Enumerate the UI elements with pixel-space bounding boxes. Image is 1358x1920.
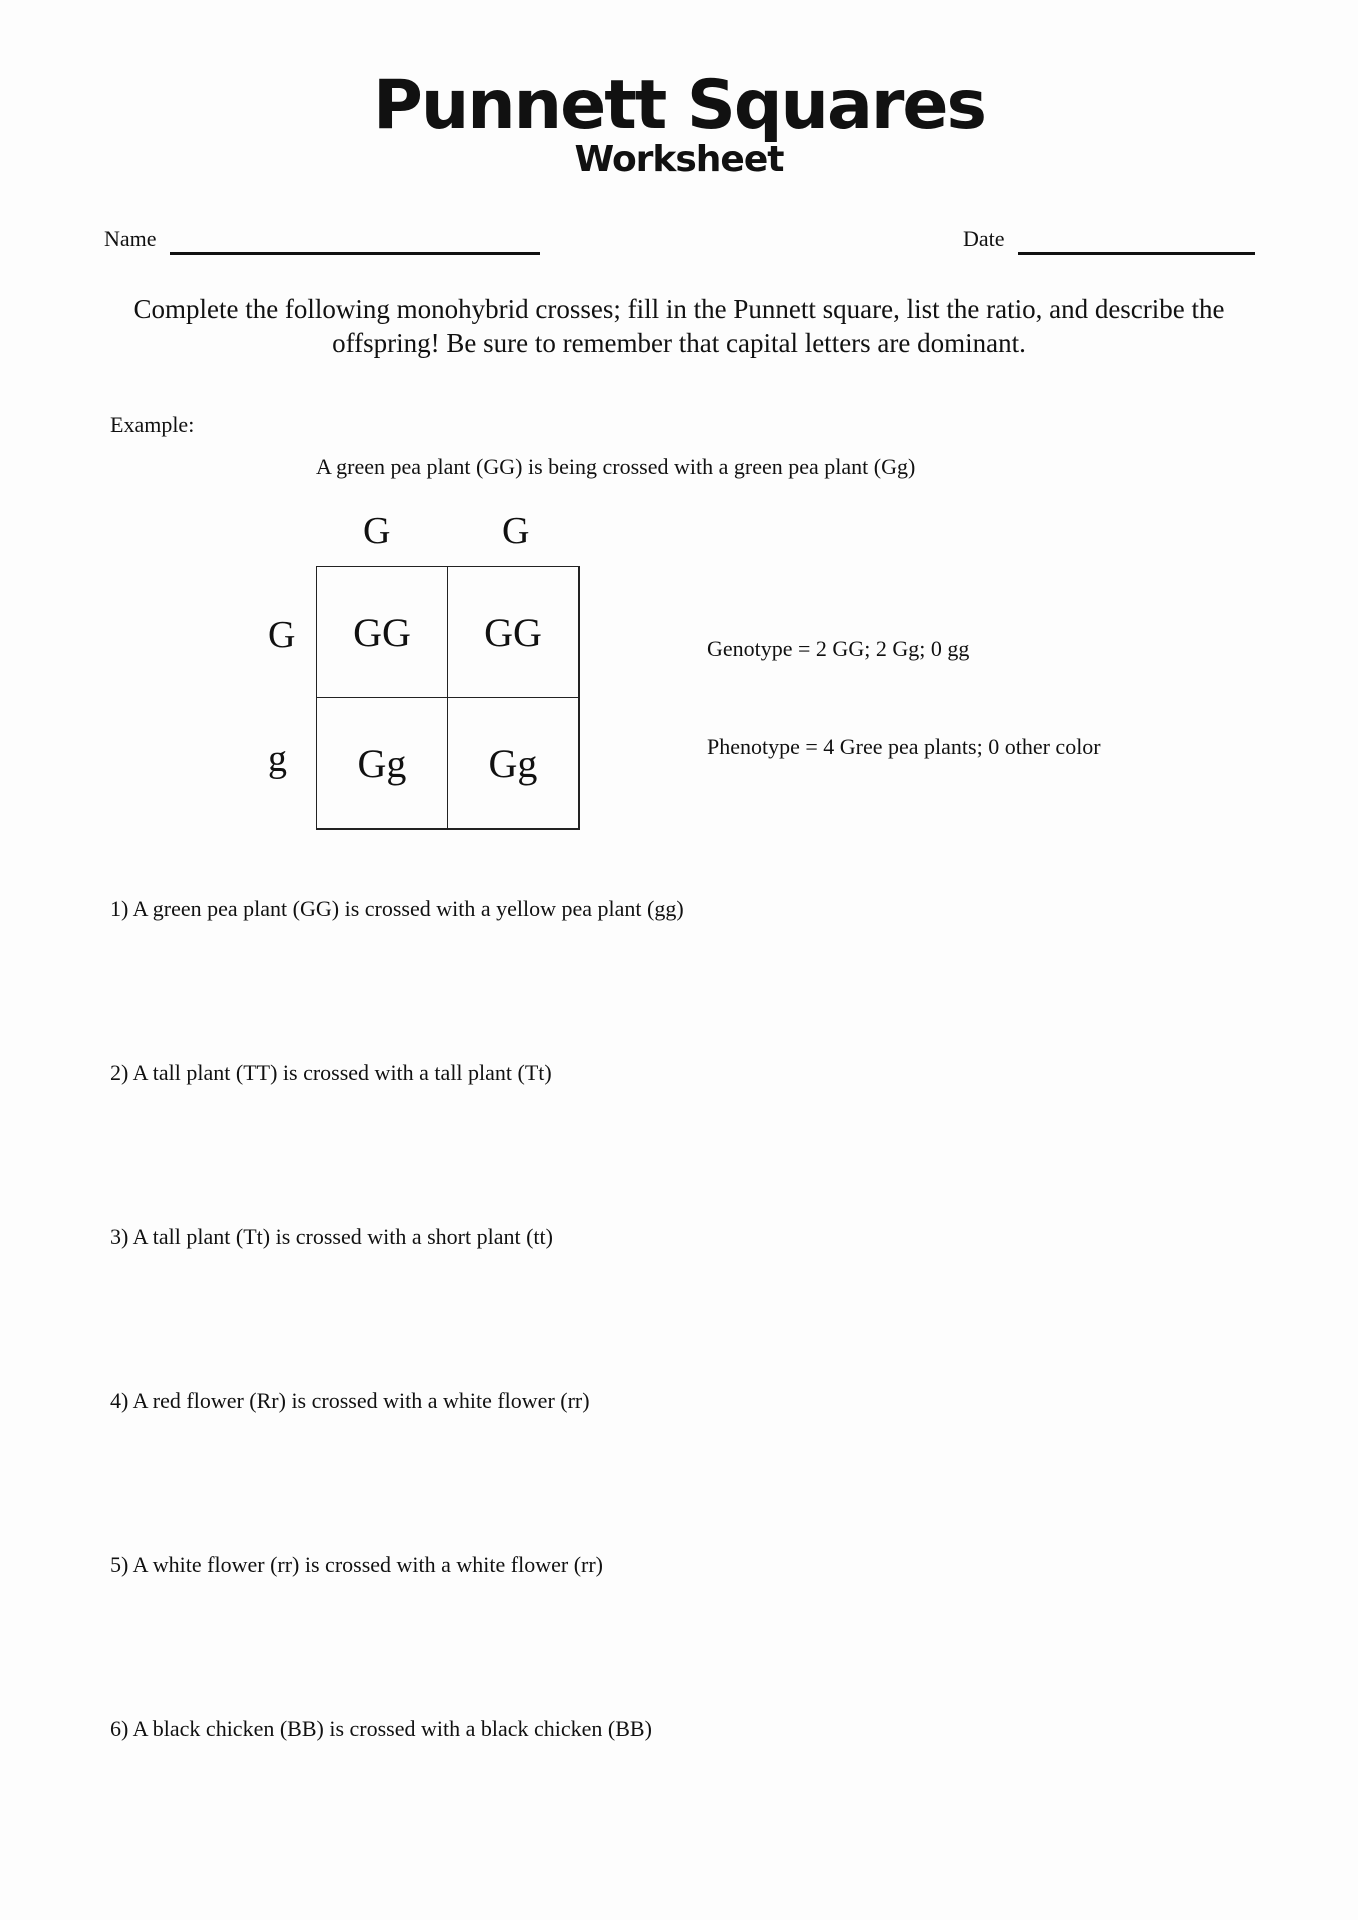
worksheet-subtitle: Worksheet (574, 139, 784, 180)
punnett-cell: Gg (316, 697, 448, 829)
punnett-cell: GG (316, 566, 448, 698)
instructions-text: Complete the following monohybrid crosses; fill in the Punnett square, list the ratio, and describe the offspring! Be sure to remember that capital letters are dominant. (133, 294, 1225, 358)
phenotype-result: Phenotype = 4 Gree pea plants; 0 other color (707, 734, 1101, 759)
top-allele-1: G (363, 510, 391, 552)
problem-1: 1) A green pea plant (GG) is crossed with a yellow pea plant (gg) (110, 896, 684, 921)
problem-5: 5) A white flower (rr) is crossed with a white flower (rr) (110, 1552, 604, 1577)
worksheet-title: Punnett Squares (373, 66, 985, 145)
problem-6: 6) A black chicken (BB) is crossed with a black chicken (BB) (110, 1716, 652, 1741)
side-allele-2: g (268, 738, 287, 780)
name-field-line[interactable] (170, 252, 540, 255)
problem-3: 3) A tall plant (Tt) is crossed with a short plant (tt) (110, 1224, 553, 1249)
problem-4: 4) A red flower (Rr) is crossed with a white flower (rr) (110, 1388, 590, 1413)
genotype-result: Genotype = 2 GG; 2 Gg; 0 gg (707, 636, 970, 661)
example-label: Example: (110, 412, 195, 437)
problem-2: 2) A tall plant (TT) is crossed with a tall plant (Tt) (110, 1060, 552, 1085)
date-label: Date (963, 226, 1005, 251)
punnett-square (316, 566, 580, 830)
punnett-cell: GG (447, 566, 579, 698)
name-label: Name (104, 226, 157, 251)
side-allele-1: G (268, 614, 296, 656)
example-description: A green pea plant (GG) is being crossed with a green pea plant (Gg) (316, 454, 916, 479)
top-allele-2: G (502, 510, 530, 552)
punnett-cell: Gg (447, 697, 579, 829)
date-field-line[interactable] (1018, 252, 1255, 255)
